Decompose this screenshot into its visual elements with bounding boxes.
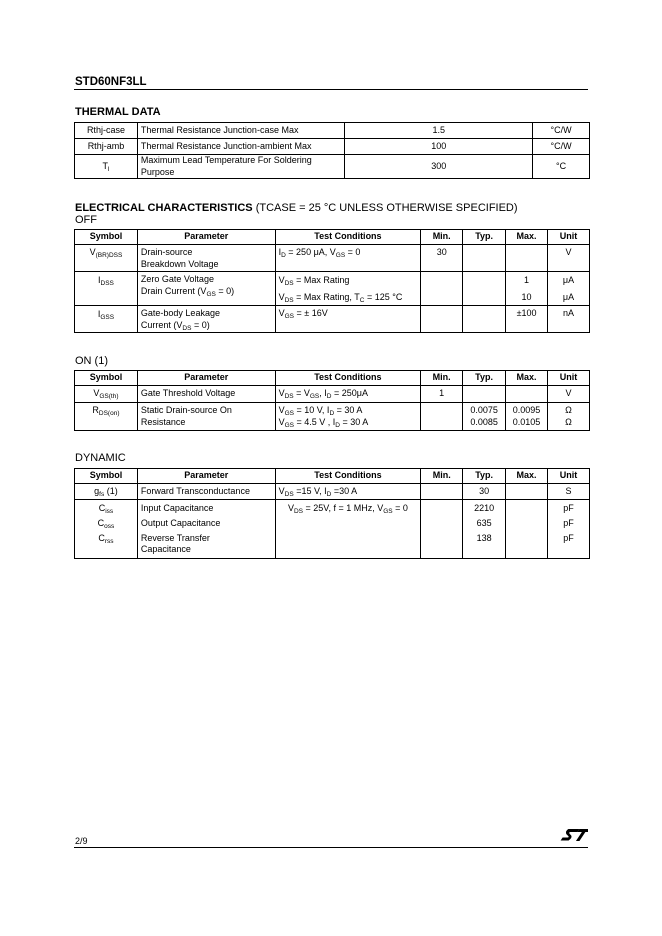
table-row: $R_{DS(on)}$ Static Drain-source On Resistance $V_{GS} = 10$ V, $I_D = 30$ A $V_{GS} = 4.5$ V , $I_D = 30$ A 0.0075 0.0085 0.0095 0.0105 Ω Ω xyxy=(75,403,590,431)
footer-rule xyxy=(74,847,588,848)
table-header-row: Symbol Parameter Test Conditions Min. Typ. Max. Unit xyxy=(75,230,590,245)
page-number: 2/9 xyxy=(75,836,88,846)
on-table xyxy=(74,370,590,431)
table-row: $I_{DSS}$ Zero Gate Voltage Drain Current $(V_{GS} = 0)$ $V_{DS}$ = Max Rating $V_{DS}$ = Max Rating, $T_C = 125$ °C 1 10 μA μA xyxy=(75,272,590,306)
table-row: $g_{fs}$ (1) Forward Transconductance $V_{DS} =15$ V, $I_D =30$ A 30 S xyxy=(75,484,590,500)
table-row: $C_{iss}$ Input Capacitance $V_{DS} = 25V$, f = 1 MHz, $V_{GS} = 0$ 2210 pF xyxy=(75,500,590,516)
thermal-row: $T_l$ Maximum Lead Temperature For Soldering Purpose 300 °C xyxy=(75,155,590,179)
table-row: $I_{GSS}$ Gate-body Leakage Current $(V_{DS} = 0)$ $V_{GS}$ = ± 16V ±100 nA xyxy=(75,306,590,333)
dynamic-label: DYNAMIC xyxy=(75,452,126,464)
off-table xyxy=(74,229,590,333)
table-row: $V_{GS(th)}$ Gate Threshold Voltage $V_{DS} = V_{GS}$, $I_D = 250\mu A$ 1 V xyxy=(75,386,590,403)
table-row: $V_{(BR)DSS}$ Drain-source Breakdown Voltage $I_D = 250$ μA, $V_{GS} = 0$ 30 V xyxy=(75,245,590,272)
thermal-row: Rthj-case Thermal Resistance Junction-case Max 1.5 °C/W xyxy=(75,123,590,139)
header-rule xyxy=(74,89,588,90)
table-header-row: Symbol Parameter Test Conditions Min. Typ. Max. Unit xyxy=(75,371,590,386)
dynamic-table xyxy=(74,468,590,559)
thermal-title: THERMAL DATA xyxy=(75,106,161,118)
st-logo-icon xyxy=(560,827,588,843)
electrical-title: ELECTRICAL CHARACTERISTICS (TCASE = 25 °C UNLESS OTHERWISE SPECIFIED) xyxy=(75,202,518,214)
table-row: $C_{rss}$ Reverse Transfer Capacitance 138 pF xyxy=(75,532,590,559)
off-label: OFF xyxy=(75,214,97,226)
part-number-header: STD60NF3LL xyxy=(75,76,147,88)
on-label: ON (1) xyxy=(75,355,108,367)
table-header-row: Symbol Parameter Test Conditions Min. Typ. Max. Unit xyxy=(75,469,590,484)
thermal-row: Rthj-amb Thermal Resistance Junction-ambient Max 100 °C/W xyxy=(75,139,590,155)
thermal-table xyxy=(74,122,590,179)
table-row: $C_{oss}$ Output Capacitance 635 pF xyxy=(75,516,590,532)
